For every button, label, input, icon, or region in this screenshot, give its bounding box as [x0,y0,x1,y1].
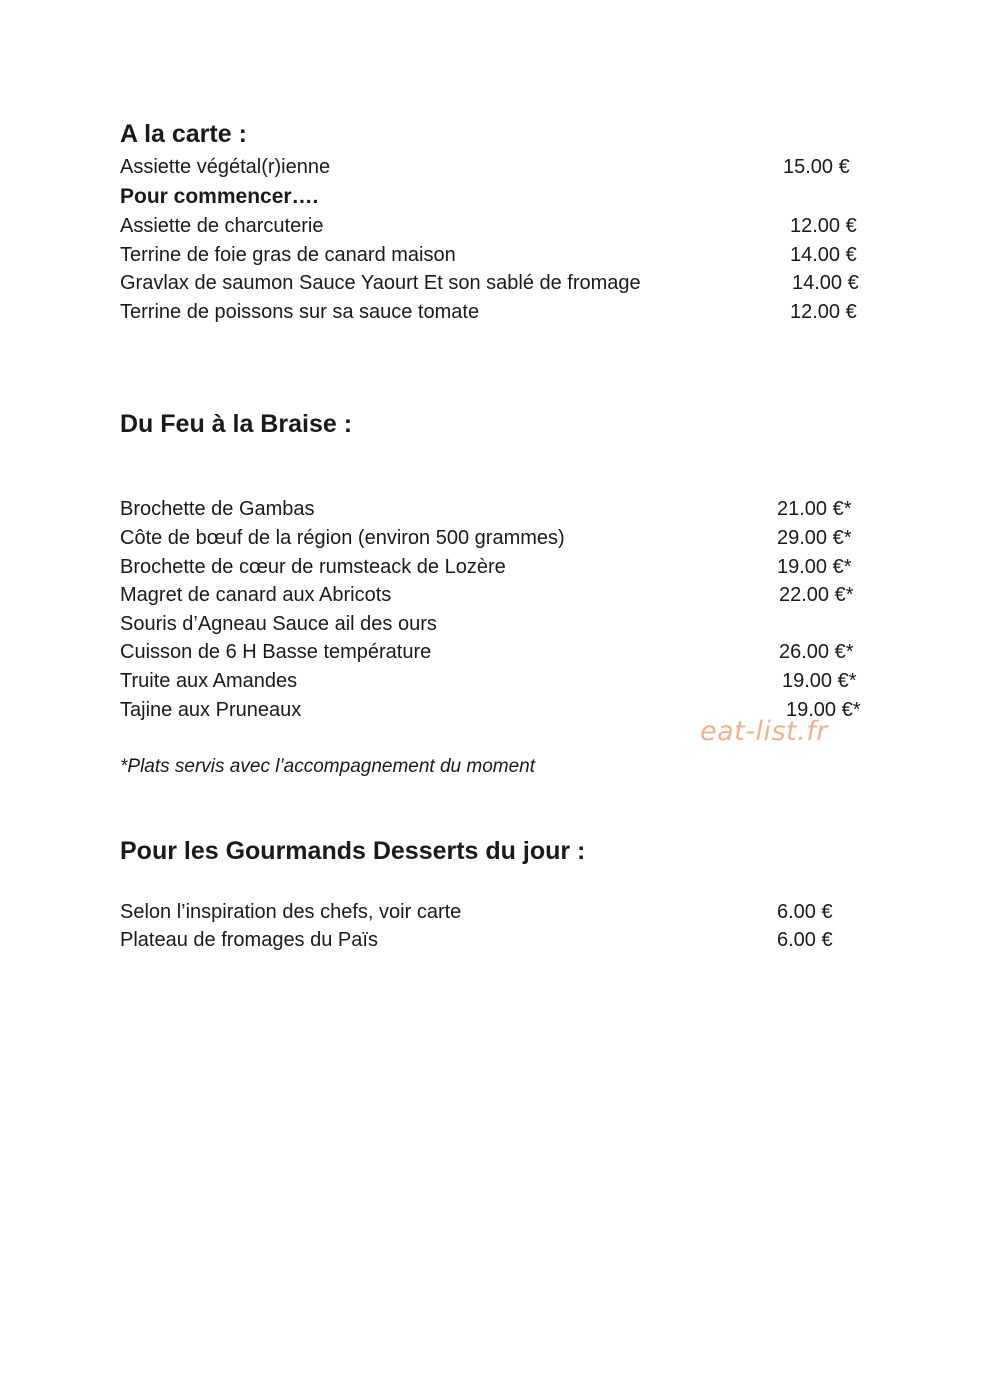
section-title-du-feu: Du Feu à la Braise : [120,410,353,438]
menu-item-name: Brochette de cœur de rumsteack de Lozère [120,556,506,578]
menu-item-name: Brochette de Gambas [120,498,315,520]
menu-item-price: 19.00 €* [777,556,852,578]
menu-item-name: Plateau de fromages du Païs [120,929,378,951]
menu-item-price: 19.00 €* [786,699,861,721]
menu-item-name: Magret de canard aux Abricots [120,584,392,606]
menu-item-price: 15.00 € [783,156,850,178]
menu-item-name: Assiette végétal(r)ienne [120,156,331,178]
menu-item-name: Selon l’inspiration des chefs, voir carte [120,901,462,923]
menu-item-name: Terrine de foie gras de canard maison [120,244,456,266]
section-footnote: *Plats servis avec l’accompagnement du moment [120,756,536,777]
menu-item-price: 12.00 € [790,215,857,237]
menu-item-name: Tajine aux Pruneaux [120,699,302,721]
menu-item-price: 22.00 €* [779,584,854,606]
menu-item-name: Côte de bœuf de la région (environ 500 grammes) [120,527,565,549]
menu-item-price: 14.00 € [792,272,859,294]
menu-item-name: Truite aux Amandes [120,670,298,692]
menu-item-price: 29.00 €* [777,527,852,549]
menu-item-price: 6.00 € [777,901,833,923]
menu-item-name: Terrine de poissons sur sa sauce tomate [120,301,480,323]
section-title-a-la-carte: A la carte : [120,120,247,148]
section-title-desserts: Pour les Gourmands Desserts du jour : [120,837,586,865]
menu-item-name: Cuisson de 6 H Basse température [120,641,432,663]
menu-item-price: 12.00 € [790,301,857,323]
menu-item-name: Gravlax de saumon Sauce Yaourt Et son sablé de fromage [120,272,641,294]
menu-item-price: 6.00 € [777,929,833,951]
menu-item-name: Assiette de charcuterie [120,215,324,237]
menu-item-price: 21.00 €* [777,498,852,520]
menu-item-name: Souris d’Agneau Sauce ail des ours [120,613,437,635]
watermark: eat-list.fr [700,716,828,747]
menu-item-price: 26.00 €* [779,641,854,663]
section-subtitle-pour-commencer: Pour commencer…. [120,185,319,208]
menu-item-price: 19.00 €* [782,670,857,692]
menu-item-price: 14.00 € [790,244,857,266]
